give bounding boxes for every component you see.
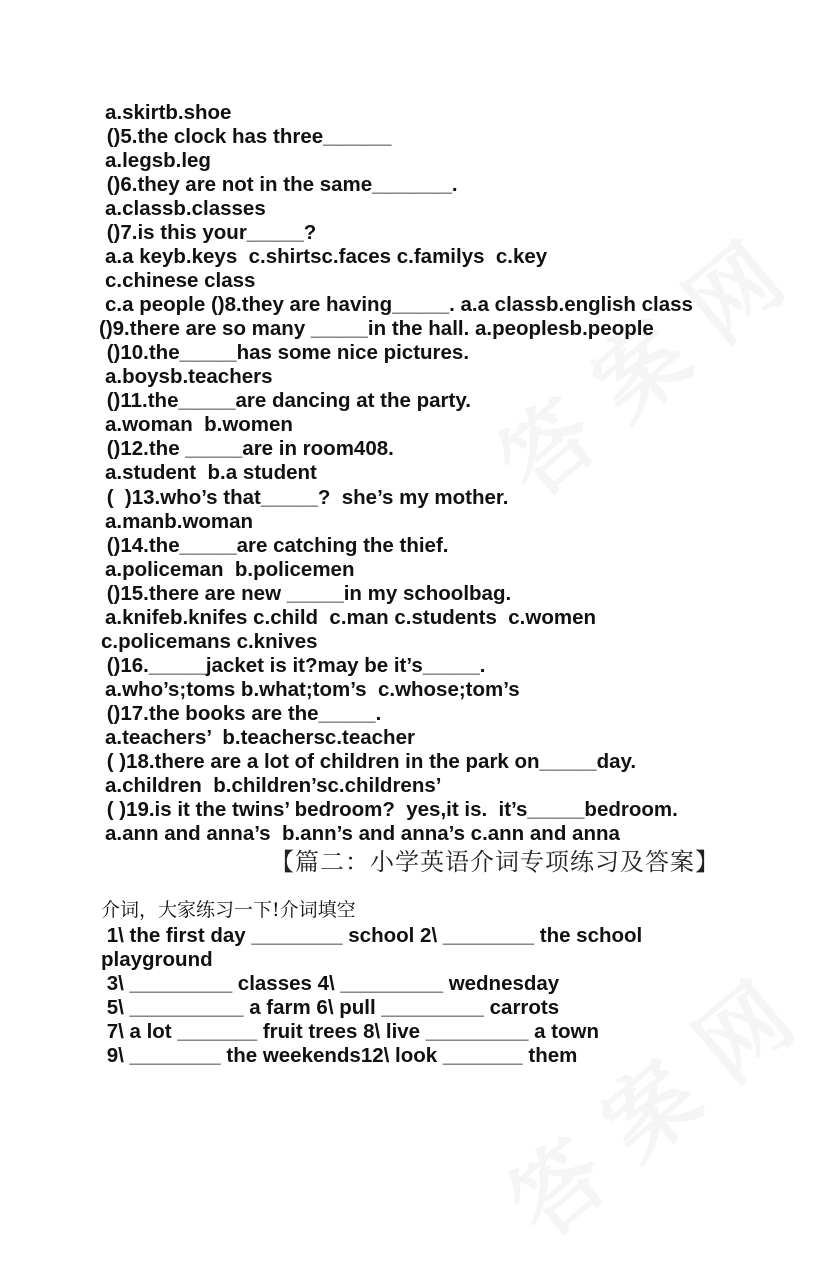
question-line: c.a people ()8.they are having_____. a.a classb.english class [105,293,693,316]
section-intro: 介词，大家练习一下!介词填空 [101,899,356,921]
question-line: ()5.the clock has three______ [101,125,392,148]
question-line: a.woman b.women [105,413,293,436]
question-line: ()17.the books are the_____. [101,702,382,725]
exercise-line: 9\ ________ the weekends12\ look _______ them [101,1044,578,1067]
question-line: ()14.the_____are catching the thief. [101,534,449,557]
question-line: a.teachers’ b.teachersc.teacher [105,726,415,749]
question-line: ( )13.who’s that_____? she’s my mother. [101,486,509,509]
question-line: a.who’s;toms b.what;tom’s c.whose;tom’s [105,678,520,701]
question-line: a.policeman b.policemen [105,558,355,581]
question-line: a.classb.classes [105,197,266,220]
question-line: c.policemans c.knives [101,630,318,653]
question-line: ()16._____jacket is it?may be it’s_____. [101,654,486,677]
exercise-line: 3\ _________ classes 4\ _________ wednesday [101,972,560,995]
question-line: c.chinese class [105,269,256,292]
exercise-line: 5\ __________ a farm 6\ pull _________ carrots [101,996,560,1019]
question-line: ()15.there are new _____in my schoolbag. [101,582,512,605]
question-line: a.legsb.leg [105,149,211,172]
question-line: ()9.there are so many _____in the hall. a.peoplesb.people [99,317,654,340]
question-line: ( )18.there are a lot of children in the park on_____day. [101,750,637,773]
question-line: a.a keyb.keys c.shirtsc.faces c.familys c.key [105,245,548,268]
exercise-line: 7\ a lot _______ fruit trees 8\ live _________ a town [101,1020,599,1043]
section-heading: 【篇二：小学英语介词专项练习及答案】 [270,848,720,876]
question-line: ()10.the_____has some nice pictures. [101,341,470,364]
question-line: ()12.the _____are in room408. [101,437,394,460]
question-line: a.skirtb.shoe [105,101,232,124]
question-line: ( )19.is it the twins’ bedroom? yes,it is. it’s_____bedroom. [101,798,678,821]
question-line: a.ann and anna’s b.ann’s and anna’s c.ann and anna [105,822,620,845]
question-line: ()6.they are not in the same_______. [101,173,458,196]
question-line: a.student b.a student [105,461,317,484]
question-line: a.knifeb.knifes c.child c.man c.students c.women [105,606,596,629]
exercise-line: playground [101,948,213,971]
question-line: a.manb.woman [105,510,254,533]
question-line: a.boysb.teachers [105,365,273,388]
question-line: a.children b.children’sc.childrens’ [105,774,442,797]
question-line: ()7.is this your_____? [101,221,317,244]
question-line: ()11.the_____are dancing at the party. [101,389,471,412]
exercise-line: 1\ the first day ________ school 2\ ________ the school [101,924,643,947]
